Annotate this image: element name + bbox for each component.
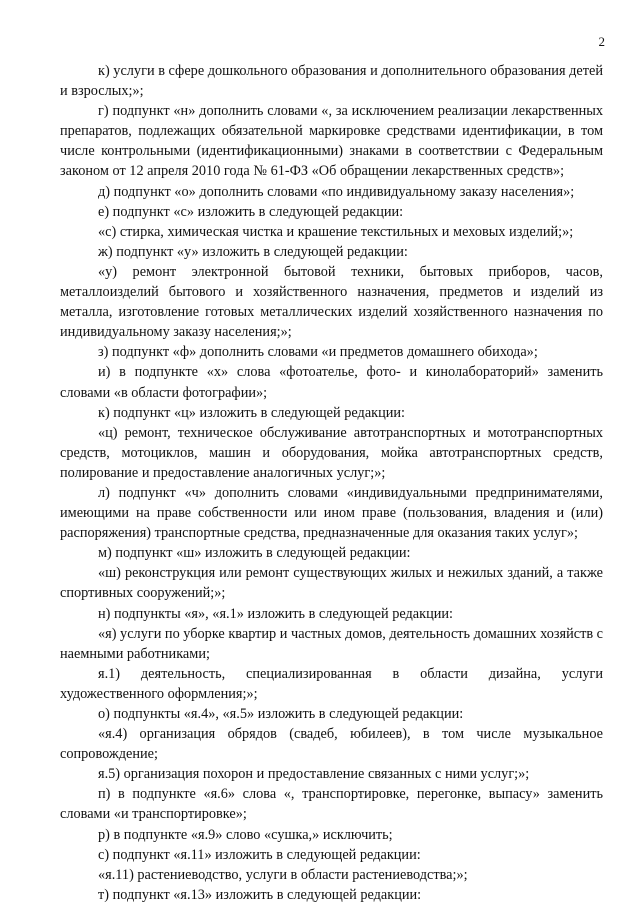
paragraph: к) подпункт «ц» изложить в следующей редакции: (98, 404, 406, 421)
paragraph: с) подпункт «я.11» изложить в следующей редакции: (98, 846, 421, 863)
paragraph: н) подпункты «я», «я.1» изложить в следующей редакции: (98, 605, 454, 622)
paragraph: д) подпункт «о» дополнить словами «по индивидуальному заказу населения»; (98, 183, 575, 200)
paragraph: «я.4) организация обрядов (свадеб, юбилеев), в том числе музыкальное сопровождение; (60, 726, 603, 763)
paragraph: г) подпункт «н» дополнить словами «, за исключением реализации лекарственных препаратов, подлежащих обязательной маркировке средствами идентификации, в том числе контрольными (идентификационными) знаками в соответствии с Федеральным законом от 12 апреля 2010 года № 61-ФЗ «Об обращении лекарственных средств»; (60, 103, 603, 180)
paragraph: «ц) ремонт, техническое обслуживание автотранспортных и мототранспортных средств, мотоциклов, машин и оборудования, мойка автотранспортных средств, полирование и предоставление аналогичных услуг;»; (60, 424, 603, 481)
paragraph: «я) услуги по уборке квартир и частных домов, деятельность домашних хозяйств с наемными работниками; (60, 625, 604, 662)
paragraph: м) подпункт «ш» изложить в следующей редакции: (98, 545, 411, 562)
paragraph: р) в подпункте «я.9» слово «сушка,» исключить; (98, 826, 393, 843)
paragraph: «я.11) растениеводство, услуги в области растениеводства;»; (98, 866, 468, 883)
paragraph: я.1) деятельность, специализированная в области дизайна, услуги художественного оформления;»; (60, 665, 603, 702)
paragraph: т) подпункт «я.13» изложить в следующей редакции: (98, 886, 422, 903)
paragraph: з) подпункт «ф» дополнить словами «и предметов домашнего обихода»; (98, 344, 538, 361)
paragraph: «ш) реконструкция или ремонт существующих жилых и нежилых зданий, а также спортивных сооружений;»; (60, 565, 603, 602)
paragraph: е) подпункт «с» изложить в следующей редакции: (98, 203, 404, 220)
paragraph: «у) ремонт электронной бытовой техники, бытовых приборов, часов, металлоизделий бытового и хозяйственного назначения, предметов и изделий из металла, изготовление готовых металлических изделий хозяйственного назначения по индивидуальному заказу населения;»; (60, 263, 603, 341)
page-number: 2 (598, 34, 605, 49)
paragraph: п) в подпункте «я.6» слова «, транспортировке, перегонке, выпасу» заменить словами «и транспортировке»; (60, 786, 603, 823)
paragraph: «с) стирка, химическая чистка и крашение текстильных и меховых изделий;»; (98, 223, 574, 240)
paragraph: к) услуги в сфере дошкольного образования и дополнительного образования детей и взрослых;»; (60, 63, 603, 100)
paragraph: и) в подпункте «х» слова «фотоателье, фото- и кинолабораторий» заменить словами «в области фотографии»; (60, 364, 603, 401)
document-body (60, 61, 603, 905)
paragraph: ж) подпункт «у» изложить в следующей редакции: (98, 243, 408, 260)
paragraph: о) подпункты «я.4», «я.5» изложить в следующей редакции: (98, 706, 464, 722)
paragraph: л) подпункт «ч» дополнить словами «индивидуальными предпринимателями, имеющими на праве собственности или ином праве (пользования, владения и (или) распоряжения) транспортные средства, предназначенные для оказания таких услуг»; (60, 484, 603, 542)
paragraph: я.5) организация похорон и предоставление связанных с ними услуг;»; (98, 766, 530, 783)
